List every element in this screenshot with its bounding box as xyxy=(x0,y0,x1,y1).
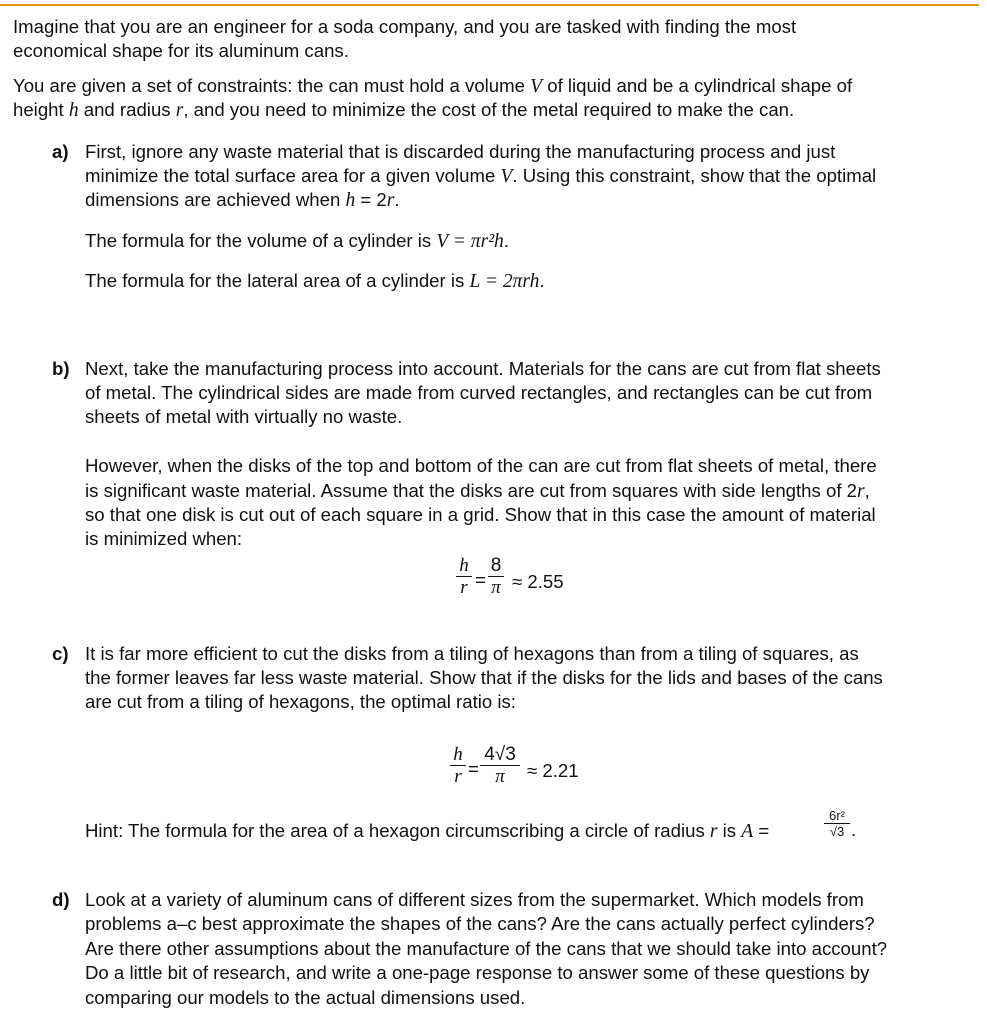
fraction-8-over-pi xyxy=(488,556,504,599)
fraction-4root3-over-pi xyxy=(480,745,520,788)
part-b-line-5-text: is significant waste material. Assume that the disks are cut from squares with side lengths of 2 xyxy=(85,480,857,501)
part-b-line-3: sheets of metal with virtually no waste. xyxy=(85,406,403,427)
intro-line-3-text: You are given a set of constraints: the can must hold a volume xyxy=(13,75,531,96)
fraction-denominator: r xyxy=(460,577,468,599)
fraction-denominator: π xyxy=(495,766,505,788)
hexagon-area-fraction xyxy=(824,808,850,839)
part-c-marker: c) xyxy=(52,643,69,664)
period: . xyxy=(851,819,857,840)
lateral-formula-line xyxy=(85,269,545,294)
part-c-line-1: It is far more efficient to cut the disks from a tiling of hexagons than from a tiling of squares, as xyxy=(85,643,859,664)
volume-formula-line xyxy=(85,229,509,254)
volume-formula-text: The formula for the volume of a cylinder is xyxy=(85,230,437,251)
radius-variable: r xyxy=(386,190,395,211)
intro-line-3 xyxy=(13,74,852,99)
fraction-numerator: 6r² xyxy=(829,808,845,823)
hint-text: Hint: The formula for the area of a hexagon circumscribing a circle of radius xyxy=(85,820,710,841)
part-b-line-1: Next, take the manufacturing process into account. Materials for the cans are cut from flat sheets xyxy=(85,358,881,379)
period: . xyxy=(539,270,545,291)
part-a-line-1: First, ignore any waste material that is discarded during the manufacturing process and just xyxy=(85,141,836,162)
radius-variable: r xyxy=(175,100,184,121)
intro-line-2: economical shape for its aluminum cans. xyxy=(13,40,349,61)
intro-line-4 xyxy=(13,98,794,123)
lateral-formula-text: The formula for the lateral area of a cylinder is xyxy=(85,270,470,291)
fraction-numerator: h xyxy=(453,744,463,765)
equals-sign: = xyxy=(468,758,479,779)
part-d-marker: d) xyxy=(52,889,70,910)
part-a-line-2-end: . Using this constraint, show that the optimal xyxy=(512,165,877,186)
period: . xyxy=(503,230,509,251)
radius-variable: r xyxy=(857,481,865,502)
volume-variable: V xyxy=(500,166,513,187)
fraction-denominator: π xyxy=(491,577,501,599)
part-d-line-1: Look at a variety of aluminum cans of different sizes from the supermarket. Which models from xyxy=(85,889,864,910)
part-d-line-5: comparing our models to the actual dimensions used. xyxy=(85,987,526,1008)
part-c-line-2: the former leaves far less waste material. Show that if the disks for the lids and bases of the cans xyxy=(85,667,883,688)
fraction-denominator: r xyxy=(454,766,462,788)
intro-line-4-end: , and you need to minimize the cost of the metal required to make the can. xyxy=(183,99,795,120)
radius-variable: r xyxy=(709,821,718,842)
hint-mid-text: is xyxy=(717,820,742,841)
part-b-line-4: However, when the disks of the top and bottom of the can are cut from flat sheets of metal, there xyxy=(85,455,877,476)
intro-line-4-text: height xyxy=(13,99,69,120)
area-variable: A xyxy=(741,821,754,842)
period: . xyxy=(394,189,400,210)
part-d-line-3: Are there other assumptions about the manufacture of the cans that we should take into account? xyxy=(85,938,888,959)
part-b-line-5 xyxy=(85,479,870,504)
equals-sign: = xyxy=(753,820,770,841)
part-a-line-2 xyxy=(85,164,876,189)
equals-two: = 2 xyxy=(355,189,387,210)
part-d-line-4: Do a little bit of research, and write a one-page response to answer some of these questions by xyxy=(85,962,870,983)
fraction-denominator: √3 xyxy=(829,824,845,840)
part-a-marker: a) xyxy=(52,141,69,162)
part-a-line-3 xyxy=(85,188,400,213)
intro-line-3-end: of liquid and be a cylindrical shape of xyxy=(542,75,853,96)
fraction-numerator: h xyxy=(459,555,469,576)
height-variable: h xyxy=(68,100,79,121)
top-divider-rule xyxy=(0,4,979,6)
hint-line xyxy=(85,819,769,844)
lateral-formula: L = 2πrh xyxy=(469,271,540,292)
part-a-line-3-text: dimensions are achieved when xyxy=(85,189,346,210)
height-variable: h xyxy=(345,190,356,211)
fraction-h-over-r xyxy=(456,556,472,599)
approx-value: ≈ 2.55 xyxy=(512,571,564,592)
part-b-line-2: of metal. The cylindrical sides are made from curved rectangles, and rectangles can be cut from xyxy=(85,382,873,403)
fraction-numerator: 8 xyxy=(490,555,502,576)
part-a-line-2-text: minimize the total surface area for a given volume xyxy=(85,165,501,186)
volume-variable: V xyxy=(530,76,543,97)
equals-sign: = xyxy=(475,569,486,590)
approx-value: ≈ 2.21 xyxy=(527,760,579,781)
volume-formula: V = πr²h xyxy=(436,231,504,252)
comma: , xyxy=(864,480,870,501)
part-c-line-3: are cut from a tiling of hexagons, the optimal ratio is: xyxy=(85,691,516,712)
part-b-line-7: is minimized when: xyxy=(85,528,243,549)
part-b-line-6: so that one disk is cut out of each square in a grid. Show that in this case the amount of material xyxy=(85,504,876,525)
intro-line-1: Imagine that you are an engineer for a soda company, and you are tasked with finding the most xyxy=(13,16,797,37)
intro-line-4-mid: and radius xyxy=(78,99,176,120)
fraction-numerator: 4√3 xyxy=(484,744,516,765)
part-d-line-2: problems a–c best approximate the shapes of the cans? Are the cans actually perfect cylinders? xyxy=(85,913,875,934)
fraction-h-over-r xyxy=(450,745,466,788)
part-b-marker: b) xyxy=(52,358,70,379)
